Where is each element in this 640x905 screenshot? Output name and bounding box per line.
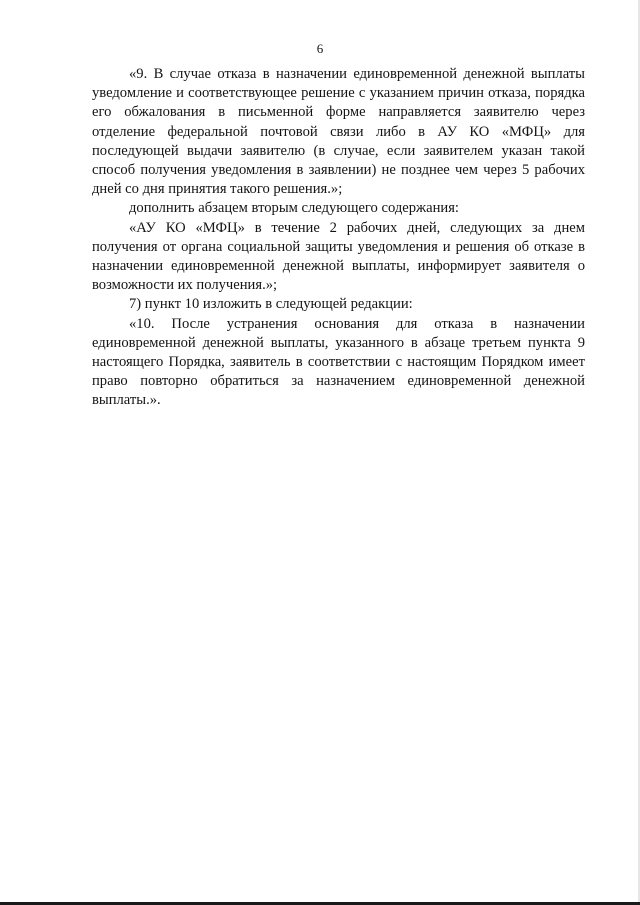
page-number: 6 [316, 41, 324, 56]
paragraph-point-10-text: «10. После устранения основания для отказа в назначении единовременной денежной выплаты, указанного в абзаце третьем пункта 9 настоящего Порядка, заявитель в соответствии с настоящим Порядком имеет право повторно обратиться за назначением единовременной денежной выплаты.». [92, 315, 585, 409]
document-body [92, 65, 585, 411]
paragraph-point-9-text: «9. В случае отказа в назначении единовременной денежной выплаты уведомление и соответствующее решение с указанием причин отказа, порядка его обжалования в письменной форме направляется заявителю через отделение федеральной почтовой связи либо в АУ КО «МФЦ» для последующей выдачи заявителю (в случае, если заявителем указан такой способ получения уведомления в заявлении) не позднее чем через 5 рабочих дней со дня принятия такого решения.»; [92, 66, 585, 198]
paragraph-supplement-instruction: дополнить абзацем вторым следующего содержания: [129, 200, 459, 217]
paragraph-item-7-instruction: 7) пункт 10 изложить в следующей редакции: [129, 296, 413, 313]
paragraph-second-clause: «АУ КО «МФЦ» в течение 2 рабочих дней, следующих за днем получения от органа социальной защиты уведомления и решения об отказе в назначении единовременной денежной выплаты, информирует заявителя о возможности их получения.»; [92, 219, 585, 294]
